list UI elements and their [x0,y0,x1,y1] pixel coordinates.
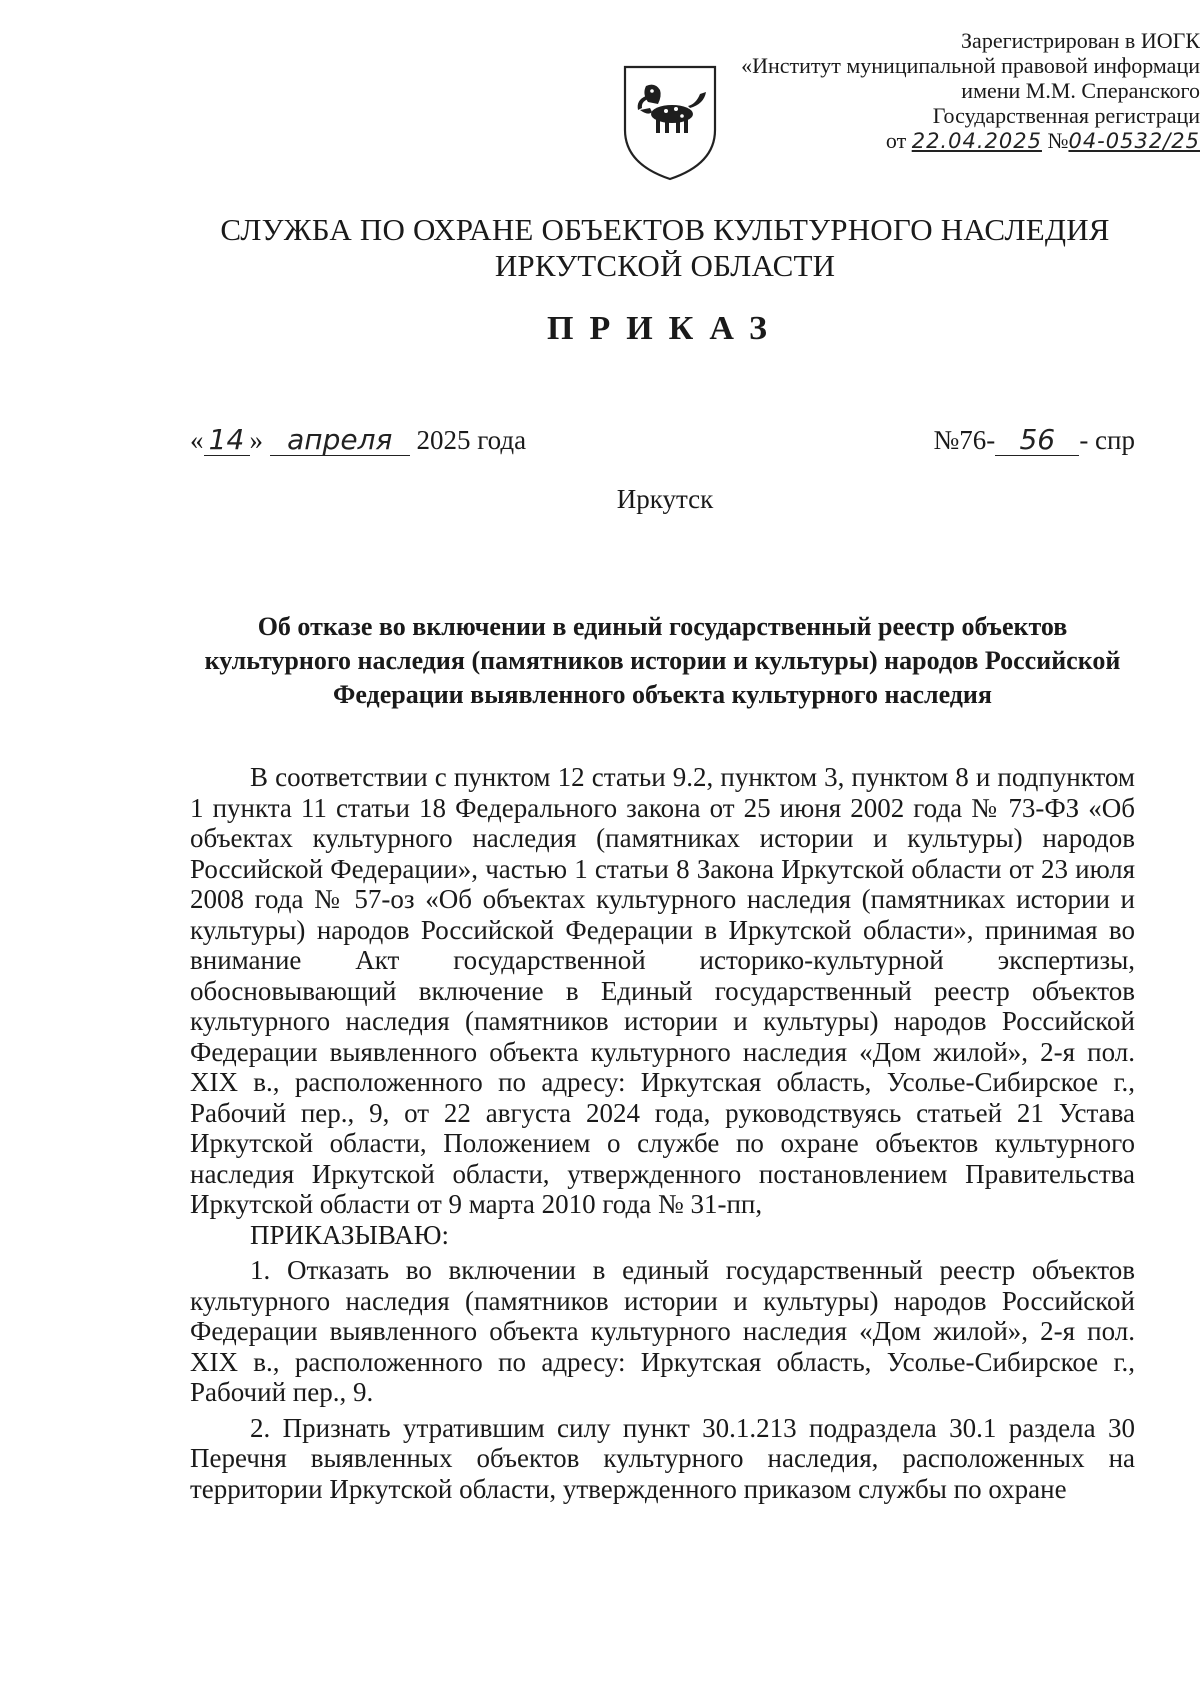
registration-stamp [720,28,1200,154]
registration-from-label: от [885,128,907,153]
preamble-paragraph: В соответствии с пунктом 12 статьи 9.2, пунктом 3, пунктом 8 и подпунктом 1 пункта 11 статьи 18 Федерального закона от 25 июня 2002 года № 73-ФЗ «Об объектах культурного наследия (памятниках истории и культуры) народов Российской Федерации», частью 1 статьи 8 Закона Иркутской области от 23 июля 2008 года № 57-оз «Об объектах культурного наследия (памятниках истории и культуры) народов Российской Федерации в Иркутской области», принимая во внимание Акт государственной историко-культурной экспертизы, обосновывающий включение в Единый государственный реестр объектов культурного наследия (памятников истории и культуры) народов Российской Федерации выявленного объекта культурного наследия «Дом жилой», 2-я пол. XIX в., расположенного по адресу: Иркутская область, Усолье-Сибирское г., Рабочий пер., 9, от 22 августа 2024 года, руководствуясь статьей 21 Устава Иркутской области, Положением о службе по охране объектов культурного наследия Иркутской области, утвержденного постановлением Правительства Иркутской области от 9 марта 2010 года № 31-пп, [190,762,1135,1219]
order-item-2: 2. Признать утратившим силу пункт 30.1.213 подраздела 30.1 раздела 30 Перечня выявленных объектов культурного наследия, расположенных на территории Иркутской области, утвержденного приказом службы по охране [190,1412,1135,1504]
order-word: ПРИКАЗЫВАЮ: [250,1219,449,1250]
document-type-heading: ПРИКАЗ [547,310,783,347]
order-number-value: 56 [995,425,1079,456]
organization-name [0,212,1200,284]
order-year: 2025 года [416,425,527,455]
date-number-row [190,410,1135,456]
document-title: Об отказе во включении в единый государственный реестр объектов культурного наследия (памятников истории и культуры) народов Российской Федерации выявленного объекта культурного наследия [204,612,1121,709]
registration-number: 04-0532/25 [1068,129,1200,153]
order-number [934,425,1135,456]
order-number-suffix: - спр [1079,425,1135,455]
order-day: 14 [204,425,250,456]
order-month: апреля [270,425,410,456]
coat-of-arms-emblem [622,64,718,182]
registration-line-3: имени М.М. Сперанского [961,78,1200,103]
order-number-prefix: №76- [933,425,996,455]
order-date [190,425,526,456]
order-item-1: 1. Отказать во включении в единый государственный реестр объектов культурного наследия (памятников истории и культуры) народов Российской Федерации выявленного объекта культурного наследия «Дом жилой», 2-я пол. XIX в., расположенного по адресу: Иркутская область, Усолье-Сибирское г., Рабочий пер., 9. [190,1255,1135,1407]
date-close-quote: » [249,425,263,455]
registration-line-2: «Институт муниципальной правовой информаци [741,53,1200,78]
registration-number-label: № [1047,128,1069,153]
registration-date: 22.04.2025 [911,129,1042,153]
registration-line-5 [720,128,1200,154]
city-name: Иркутск [616,484,714,514]
registration-line-1: Зарегистрирован в ИОГК [961,28,1200,53]
organization-name-line-2: ИРКУТСКОЙ ОБЛАСТИ [494,248,836,283]
registration-line-4: Государственная регистраци [932,103,1200,128]
date-open-quote: « [190,425,204,455]
organization-name-line-1: СЛУЖБА ПО ОХРАНЕ ОБЪЕКТОВ КУЛЬТУРНОГО НАСЛЕДИЯ [220,212,1110,247]
document-body [190,762,1135,1504]
